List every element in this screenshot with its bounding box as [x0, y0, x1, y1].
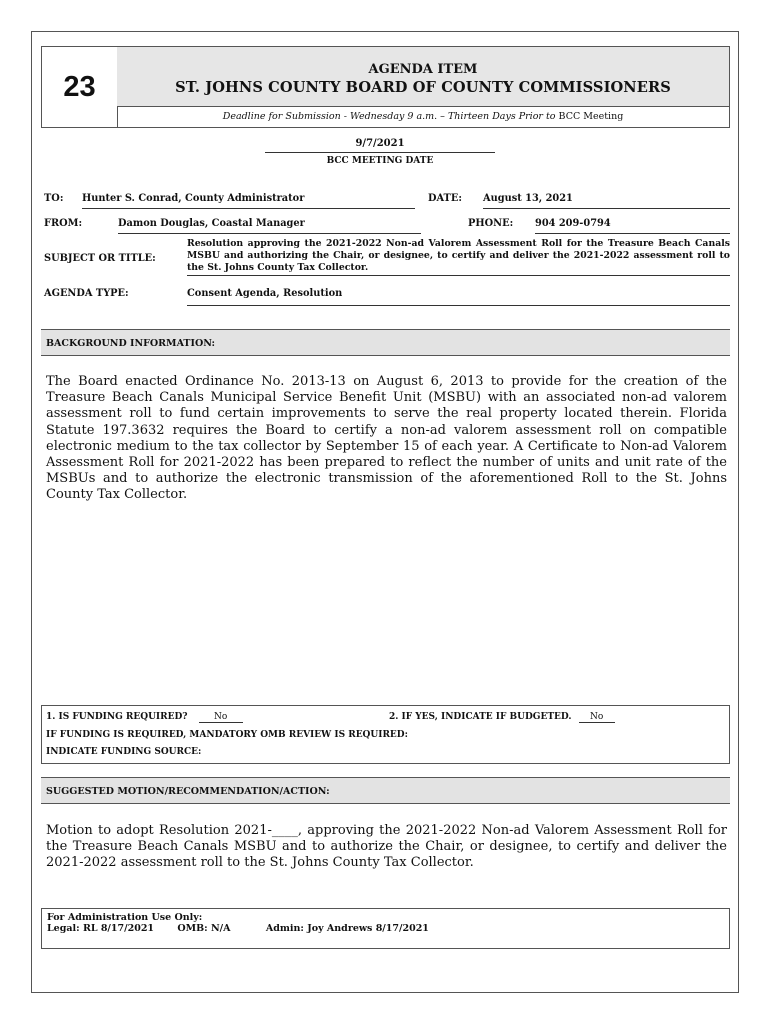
admin-signoff: Admin: Joy Andrews 8/17/2021 [265, 923, 429, 934]
bcc-meeting-date-label: BCC MEETING DATE [326, 156, 434, 166]
submission-deadline [117, 107, 729, 127]
date-value: August 13, 2021 [483, 193, 730, 209]
to-value: Hunter S. Conrad, County Administrator [82, 193, 415, 209]
admin-box [41, 908, 730, 949]
admin-signoffs [47, 923, 724, 934]
omb-review-note: IF FUNDING IS REQUIRED, MANDATORY OMB REVIEW IS REQUIRED: [46, 730, 408, 740]
subject-label: SUBJECT OR TITLE: [44, 253, 156, 264]
phone-value: 904 209-0794 [535, 218, 730, 234]
funding-q1-label: 1. IS FUNDING REQUIRED? [46, 712, 188, 722]
funding-box [41, 705, 730, 764]
legal-signoff: Legal: RL 8/17/2021 [47, 923, 155, 934]
deadline-italic: Deadline for Submission - Wednesday 9 a.m. – Thirteen Days Prior to [222, 111, 556, 122]
subject-value: Resolution approving the 2021-2022 Non-ad Valorem Assessment Roll for the Treasure Beach Canals MSBU and authorizing the Chair, or designee, to certify and deliver the 2021-2022 assessment roll to the St. Johns County Tax Collector. [187, 238, 730, 276]
phone-label: PHONE: [468, 218, 514, 229]
header-title-line2: ST. JOHNS COUNTY BOARD OF COUNTY COMMISSIONERS [175, 79, 671, 96]
funding-q1 [46, 712, 243, 723]
funding-q2-label: 2. IF YES, INDICATE IF BUDGETED. [389, 712, 572, 722]
date-label: DATE: [428, 193, 462, 204]
motion-text: Motion to adopt Resolution 2021-____, approving the 2021-2022 Non-ad Valorem Assessment Roll for the Treasure Beach Canals MSBU and to authorize the Chair, or designee, to certify and deliver the 2021-2022 assessment roll to the St. Johns County Tax Collector. [46, 823, 727, 871]
form-header [41, 46, 730, 128]
motion-heading: SUGGESTED MOTION/RECOMMENDATION/ACTION: [41, 777, 730, 804]
background-heading: BACKGROUND INFORMATION: [41, 329, 730, 356]
bcc-meeting [265, 138, 495, 166]
from-value: Damon Douglas, Coastal Manager [118, 218, 421, 234]
admin-heading: For Administration Use Only: [47, 912, 203, 923]
agenda-form [31, 31, 739, 993]
to-label: TO: [44, 193, 64, 204]
agenda-item-number: 23 [42, 47, 118, 127]
agenda-type-label: AGENDA TYPE: [44, 288, 129, 299]
header-title [117, 47, 729, 107]
background-text: The Board enacted Ordinance No. 2013-13 on August 6, 2013 to provide for the creation of the Treasure Beach Canals Municipal Service Benefit Unit (MSBU) with an associated non-ad valorem assessment roll to fund certain improvements to serve the real property located therein. Florida Statute 197.3632 requires the Board to certify a non-ad valorem assessment roll on compatible electronic medium to the tax collector by September 15 of each year. A Certificate to Non-ad Valorem Assessment Roll for 2021-2022 has been prepared to reflect the number of units and unit rate of the MSBUs and to authorize the electronic transmission of the aforementioned Roll to the St. Johns County Tax Collector. [46, 374, 727, 503]
funding-q2 [389, 712, 615, 723]
agenda-type-value: Consent Agenda, Resolution [187, 288, 730, 306]
funding-q1-answer: No [199, 712, 243, 723]
funding-q2-answer: No [579, 712, 615, 723]
omb-signoff: OMB: N/A [177, 923, 231, 934]
funding-source-label: INDICATE FUNDING SOURCE: [46, 747, 202, 757]
bcc-meeting-date: 9/7/2021 [265, 138, 495, 153]
from-label: FROM: [44, 218, 83, 229]
header-title-line1: AGENDA ITEM [368, 62, 478, 77]
deadline-plain: BCC Meeting [555, 111, 624, 122]
